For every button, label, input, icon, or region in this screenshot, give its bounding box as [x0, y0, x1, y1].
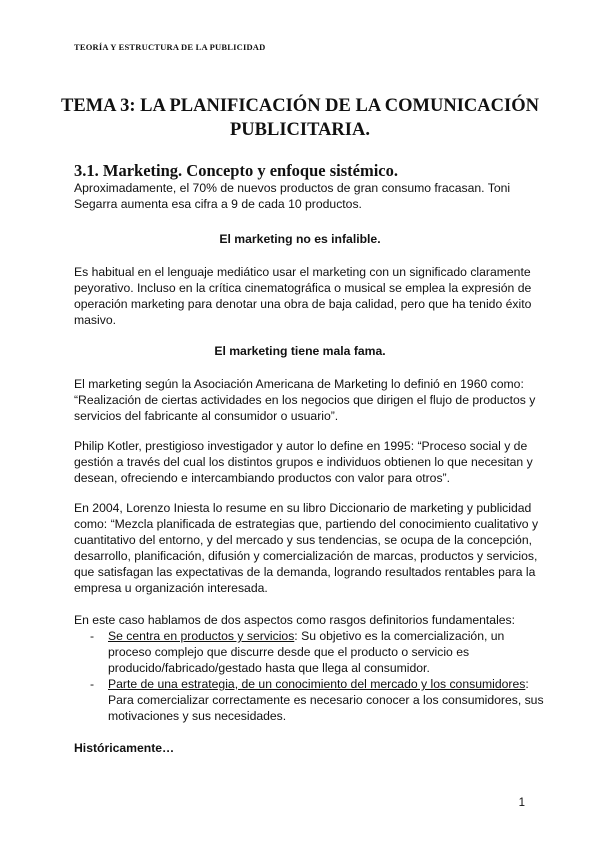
- paragraph-ama-definition: El marketing según la Asociación Americana de Marketing lo definió en 1960 como: “Realización de ciertas actividades en los negocios que dirigen el flujo de productos y servicios del fabricante al consumidor o usuario”.: [74, 377, 536, 423]
- highlight-bad-reputation: El marketing tiene mala fama.: [214, 344, 386, 358]
- list-dash: -: [90, 677, 95, 691]
- list-item-text: : Su objetivo es la comercialización, un proceso complejo que discurre desde que el producto o servicio es producido/fabricado/gestado hasta que llega al consumidor.: [108, 629, 505, 675]
- list-item-underlined: Se centra en productos y servicios: [108, 629, 295, 643]
- paragraph-kotler-definition: Philip Kotler, prestigioso investigador y autor lo define en 1995: “Proceso social y de gestión a través del cual los distintos grupos e individuos obtienen lo que necesitan y desean, ofreciendo e intercambiando productos con valor para otros”.: [74, 439, 533, 485]
- paragraph-failure-rate: Aproximadamente, el 70% de nuevos productos de gran consumo fracasan. Toni Segarra aumenta esa cifra a 9 de cada 10 productos.: [74, 181, 511, 211]
- list-item: [74, 628, 544, 676]
- paragraph-pejorative: Es habitual en el lenguaje mediático usar el marketing con un significado claramente peyorativo. Incluso en la crítica cinematográfica o musical se emplea la expresión de operación marketing para denotar una obra de baja calidad, pero que ha tenido éxito masivo.: [74, 265, 532, 327]
- section-heading: 3.1. Marketing. Concepto y enfoque sistémico.: [74, 161, 399, 180]
- traits-list: [74, 628, 544, 724]
- list-item: [74, 676, 544, 724]
- title-line-2: PUBLICITARIA.: [230, 120, 370, 140]
- running-header: TEORÍA Y ESTRUCTURA DE LA PUBLICIDAD: [74, 42, 266, 52]
- historic-heading: Históricamente…: [74, 741, 175, 755]
- title-line-1: TEMA 3: LA PLANIFICACIÓN DE LA COMUNICACIÓN: [61, 96, 539, 116]
- list-dash: -: [90, 629, 95, 643]
- page-number: 1: [518, 797, 525, 809]
- document-title: [60, 94, 540, 142]
- highlight-not-infallible: El marketing no es infalible.: [219, 232, 381, 246]
- paragraph-iniesta-definition: En 2004, Lorenzo Iniesta lo resume en su libro Diccionario de marketing y publicidad como: “Mezcla planificada de estrategias que, partiendo del conocimiento cualitativo y cuantitativo del entorno, y del mercado y sus tendencias, se ocupa de la concepción, desarrollo, planificación, difusión y comercialización de marcas, productos y servicios, que satisfagan las expectativas de la demanda, logrando resultados rentables para la empresa u organización interesada.: [74, 501, 539, 595]
- paragraph-defining-traits: En este caso hablamos de dos aspectos como rasgos definitorios fundamentales:: [74, 613, 516, 627]
- list-item-text: : Para comercializar correctamente es necesario conocer a los consumidores, sus motivaciones y sus necesidades.: [108, 677, 544, 723]
- list-item-underlined: Parte de una estrategia, de un conocimiento del mercado y los consumidores: [108, 677, 526, 691]
